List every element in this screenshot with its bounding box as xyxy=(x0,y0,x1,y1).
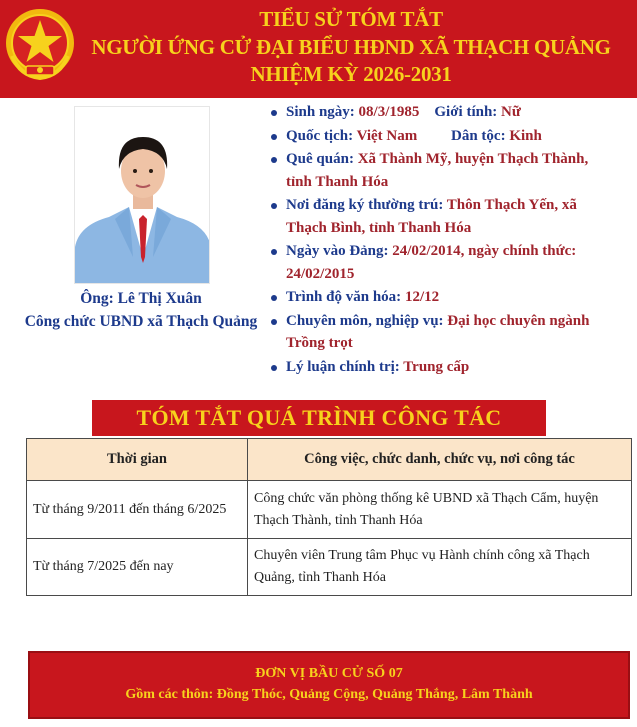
party-label: Ngày vào Đảng: xyxy=(286,243,393,259)
gender-value: Nữ xyxy=(501,104,521,120)
header-line-3: NHIỆM KỲ 2026-2031 xyxy=(250,62,452,86)
bullet-icon xyxy=(271,319,277,325)
bullet-icon xyxy=(271,249,277,255)
hometown-value-2: tỉnh Thanh Hóa xyxy=(286,173,389,190)
bullet-icon xyxy=(271,295,277,301)
ethnicity-value: Kinh xyxy=(509,127,542,144)
info-hometown xyxy=(266,148,636,193)
bullet-icon xyxy=(271,110,277,116)
info-party xyxy=(266,240,636,285)
candidate-info-list xyxy=(266,101,636,379)
dob-value: 08/3/1985 xyxy=(358,104,420,120)
politics-label: Lý luận chính trị: xyxy=(286,358,404,375)
dob-label: Sinh ngày: xyxy=(286,104,359,120)
table-header-position: Công việc, chức danh, chức vụ, nơi công tác xyxy=(248,439,632,481)
specialty-value: Đại học chuyên ngành xyxy=(447,312,590,329)
table-row xyxy=(27,539,632,596)
table-row xyxy=(27,481,632,539)
table-cell-position: Công chức văn phòng thống kê UBND xã Thạch Cẩm, huyện Thạch Thành, tỉnh Thanh Hóa xyxy=(248,481,632,539)
hometown-value: Xã Thành Mỹ, huyện Thạch Thành, xyxy=(357,151,589,167)
info-specialty xyxy=(266,310,636,355)
portrait-illustration xyxy=(75,107,210,284)
education-label: Trình độ văn hóa: xyxy=(286,289,405,305)
specialty-value-2: Trồng trọt xyxy=(286,335,353,351)
info-dob-gender xyxy=(266,101,636,124)
residence-value-2: Thạch Bình, tỉnh Thanh Hóa xyxy=(286,219,472,236)
footer-villages: Gồm các thôn: Đồng Thóc, Quảng Cộng, Quảng Thắng, Lâm Thành xyxy=(125,687,533,702)
bullet-icon xyxy=(271,134,277,140)
info-nationality-ethnicity xyxy=(266,125,636,148)
nationality-label: Quốc tịch: xyxy=(286,127,357,144)
info-education xyxy=(266,286,636,309)
gender-label: Giới tính: xyxy=(434,104,502,120)
table-header-period: Thời gian xyxy=(27,439,248,481)
specialty-label: Chuyên môn, nghiệp vụ: xyxy=(286,312,448,329)
hometown-label: Quê quán: xyxy=(286,151,358,167)
bullet-icon xyxy=(271,203,277,209)
politics-value: Trung cấp xyxy=(403,358,470,375)
residence-label: Nơi đăng ký thường trú: xyxy=(286,197,447,213)
table-cell-position: Chuyên viên Trung tâm Phục vụ Hành chính công xã Thạch Quảng, tỉnh Thanh Hóa xyxy=(248,539,632,596)
ethnicity-label: Dân tộc: xyxy=(451,127,510,144)
footer-banner xyxy=(28,651,630,719)
candidate-name: Ông: Lê Thị Xuân xyxy=(80,290,202,307)
info-residence xyxy=(266,194,636,239)
header-line-1: TIỂU SỬ TÓM TẮT xyxy=(259,7,443,31)
residence-value: Thôn Thạch Yến, xã xyxy=(446,197,577,213)
table-header-row xyxy=(27,439,632,481)
candidate-role: Công chức UBND xã Thạch Quảng xyxy=(24,313,258,330)
footer-electoral-unit: ĐƠN VỊ BẦU CỬ SỐ 07 xyxy=(255,666,403,681)
bullet-icon xyxy=(271,365,277,371)
header-title xyxy=(66,6,636,89)
education-value: 12/12 xyxy=(404,289,440,305)
header-line-2: NGƯỜI ỨNG CỬ ĐẠI BIỂU HĐND XÃ THẠCH QUẢNG xyxy=(91,34,611,59)
table-cell-period: Từ tháng 7/2025 đến nay xyxy=(27,539,248,596)
nationality-value: Việt Nam xyxy=(356,127,418,144)
table-cell-period: Từ tháng 9/2011 đến tháng 6/2025 xyxy=(27,481,248,539)
header-banner xyxy=(0,0,637,98)
work-history-table xyxy=(26,438,632,596)
section-title: TÓM TẮT QUÁ TRÌNH CÔNG TÁC xyxy=(92,400,546,436)
info-politics xyxy=(266,356,636,379)
candidate-photo xyxy=(74,106,210,284)
party-value: 24/02/2014, ngày chính thức: xyxy=(392,243,577,259)
bullet-icon xyxy=(271,157,277,163)
party-value-2: 24/02/2015 xyxy=(286,265,355,282)
